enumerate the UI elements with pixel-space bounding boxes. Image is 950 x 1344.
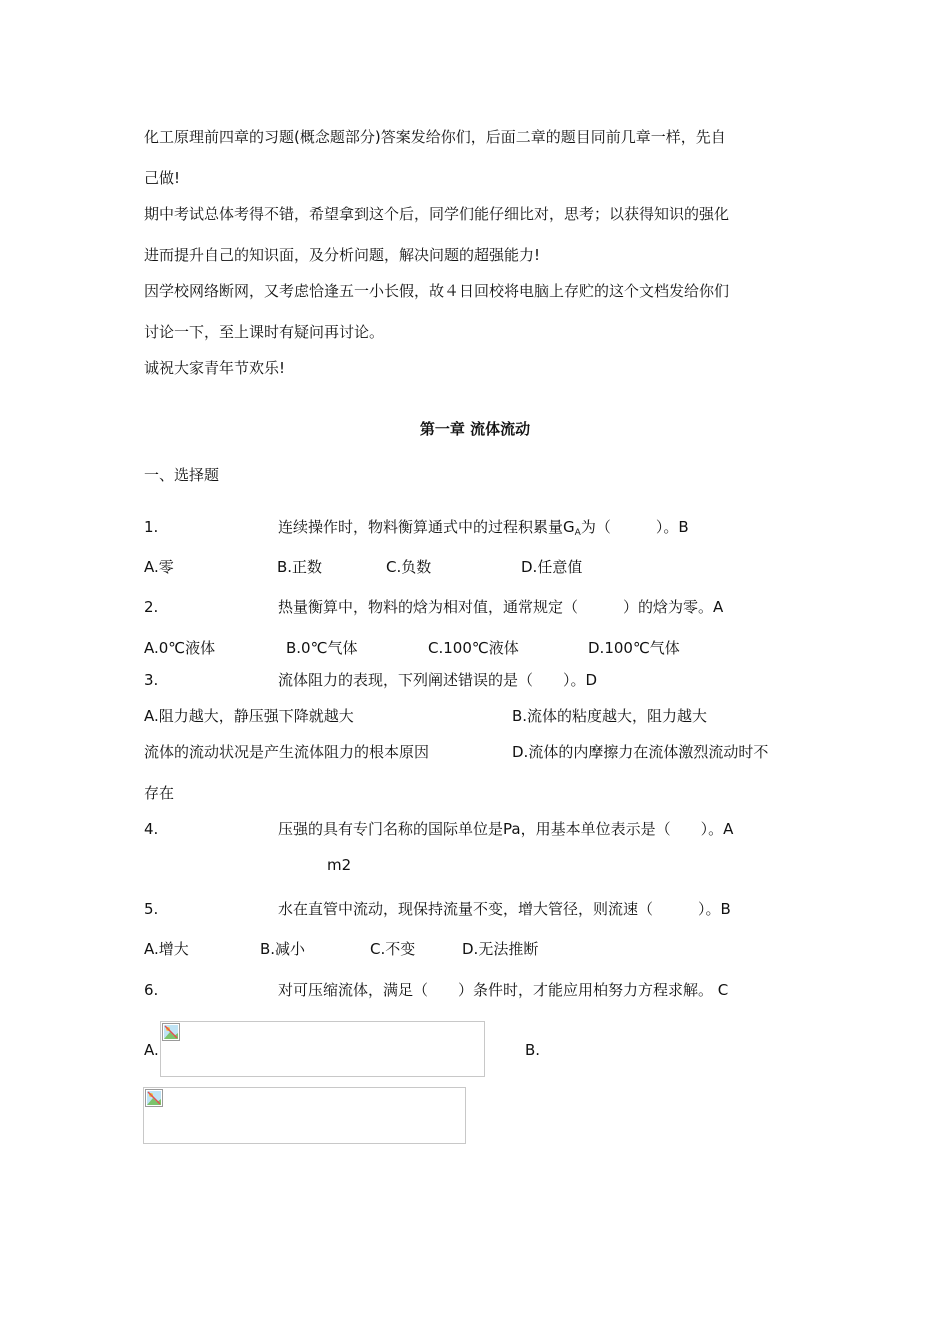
question-1-option-d: D.任意值 (521, 558, 583, 576)
intro-line-7: 诚祝大家青年节欢乐! (144, 359, 286, 377)
question-1-stem-before: 连续操作时，物料衡算通式中的过程积累量G (278, 518, 575, 536)
question-5-option-a: A.增大 (144, 940, 189, 958)
question-1-option-b: B.正数 (277, 558, 323, 576)
question-2-option-c: C.100℃液体 (428, 639, 519, 657)
section-title: 一、选择题 (144, 466, 220, 484)
intro-line-2: 己做! (144, 169, 181, 187)
question-2-stem: 热量衡算中，物料的焓为相对值，通常规定（ ）的焓为零。A (278, 598, 724, 616)
question-3-option-c: 流体的流动状况是产生流体阻力的根本原因 (144, 743, 430, 761)
option-c-image-placeholder (143, 1087, 466, 1144)
question-5-option-d: D.无法推断 (462, 940, 539, 958)
intro-line-4: 进而提升自己的知识面，及分析问题，解决问题的超强能力! (144, 246, 541, 264)
question-1-stem-after: 为（ ）。B (580, 518, 689, 536)
question-2-option-b: B.0℃气体 (286, 639, 358, 657)
chapter-title: 第一章 流体流动 (419, 420, 531, 438)
question-2-option-a: A.0℃液体 (144, 639, 216, 657)
question-3-stem: 流体阻力的表现，下列阐述错误的是（ ）。D (278, 671, 598, 689)
intro-line-5: 因学校网络断网，又考虑恰逢五一小长假，故４日回校将电脑上存贮的这个文档发给你们 (144, 282, 730, 300)
question-1-number: 1. (144, 518, 159, 536)
question-6-option-b: B. (525, 1041, 541, 1059)
question-3-option-b: B.流体的粘度越大，阻力越大 (512, 707, 708, 725)
question-3-option-d-continued: 存在 (144, 784, 175, 802)
question-5-option-c: C.不变 (370, 940, 416, 958)
question-6-number: 6. (144, 981, 159, 999)
question-2-number: 2. (144, 598, 159, 616)
question-5-option-b: B.减小 (260, 940, 306, 958)
question-4-stem: 压强的具有专门名称的国际单位是Pa，用基本单位表示是（ ）。A (278, 820, 734, 838)
broken-image-icon (145, 1089, 163, 1107)
intro-line-1: 化工原理前四章的习题(概念题部分)答案发给你们，后面二章的题目同前几章一样，先自 (144, 128, 726, 146)
intro-line-6: 讨论一下，至上课时有疑问再讨论。 (144, 323, 385, 341)
question-1-stem-subscript: A (574, 528, 581, 538)
question-1-option-a: A.零 (144, 558, 174, 576)
question-3-number: 3. (144, 671, 159, 689)
broken-image-icon (162, 1023, 180, 1041)
question-4-unit: m2 (327, 856, 352, 874)
question-5-stem: 水在直管中流动，现保持流量不变，增大管径，则流速（ ）。B (278, 900, 731, 918)
question-6-option-a: A. (144, 1041, 159, 1059)
question-1-stem (278, 517, 689, 543)
question-1-option-c: C.负数 (386, 558, 432, 576)
question-5-number: 5. (144, 900, 159, 918)
question-3-option-d: D.流体的内摩擦力在流体激烈流动时不 (512, 743, 769, 761)
question-6-stem: 对可压缩流体，满足（ ）条件时，才能应用柏努力方程求解。 C (278, 981, 729, 999)
question-2-option-d: D.100℃气体 (588, 639, 680, 657)
question-3-option-a: A.阻力越大，静压强下降就越大 (144, 707, 354, 725)
intro-line-3: 期中考试总体考得不错，希望拿到这个后，同学们能仔细比对，思考；以获得知识的强化 (144, 205, 730, 223)
option-a-image-placeholder (160, 1021, 485, 1077)
question-4-number: 4. (144, 820, 159, 838)
